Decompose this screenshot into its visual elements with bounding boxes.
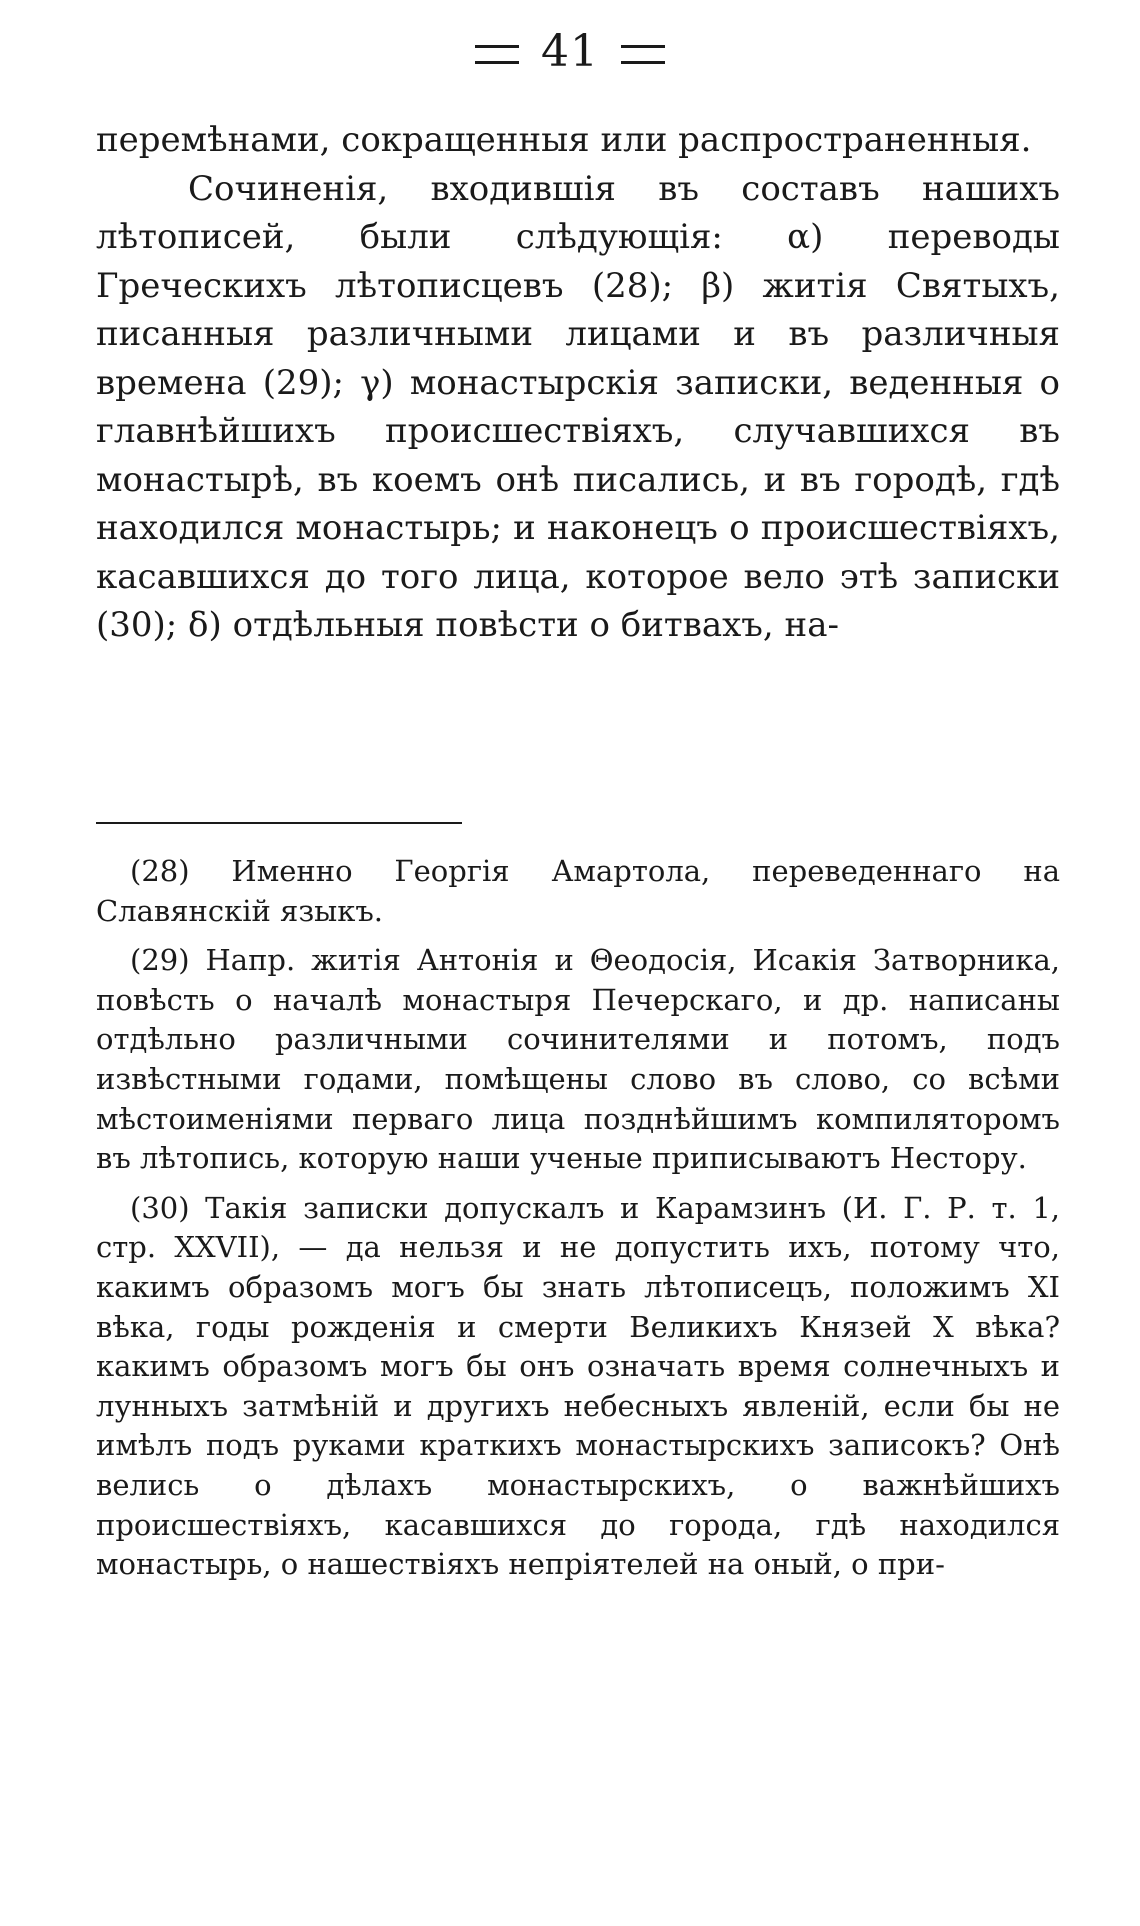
- main-text: [96, 116, 1060, 650]
- main-paragraph: Сочиненія, входившія въ составъ нашихъ лѣтописей, были слѣдующія: α) переводы Греческихъ лѣтописцевъ (28); β) житія Святыхъ, писанныя различными лицами и въ различныя времена (29); γ) монастырскія записки, веденныя о главнѣйшихъ происшествіяхъ, случавшихся въ монастырѣ, въ коемъ онѣ писались, и въ городѣ, гдѣ находился монастырь; и наконецъ о происшествіяхъ, касавшихся до того лица, которое вело этѣ записки (30); δ) отдѣльныя повѣсти о битвахъ, на-: [96, 168, 1060, 645]
- page-number: 41: [541, 26, 599, 77]
- footnote-28: (28) Именно Георгія Амартола, переведеннаго на Славянскій языкъ.: [96, 854, 1060, 928]
- footnote-30: (30) Такія записки допускалъ и Карамзинъ (И. Г. Р. т. 1, стр. XXVII), — да нельзя и не допустить ихъ, потому что, какимъ образомъ могъ бы знать лѣтописецъ, положимъ XI вѣка, годы рожденія и смерти Великихъ Князей X вѣка? какимъ образомъ могъ бы онъ означать время солнечныхъ и лунныхъ затмѣній и другихъ небесныхъ явленій, если бы не имѣлъ подъ руками краткихъ монастырскихъ записокъ? Онѣ велись о дѣлахъ монастырскихъ, о важнѣйшихъ происшествіяхъ, касавшихся до города, гдѣ находился монастырь, о нашествіяхъ непріятелей на оный, о при-: [96, 1190, 1060, 1582]
- main-paragraph-continued: перемѣнами, сокращенныя или распространенныя.: [96, 120, 1032, 160]
- footnote-29: (29) Напр. житія Антонія и Θеодосія, Исакія Затворника, повѣсть о началѣ монастыря Печерскаго, и др. написаны отдѣльно различными сочинителями и потомъ, подъ извѣстными годами, помѣщены слово въ слово, со всѣми мѣстоименіями перваго лица позднѣйшимъ компиляторомъ въ лѣтопись, которую наши ученые приписываютъ Нестору.: [96, 943, 1060, 1176]
- header-left-ornament: [475, 45, 519, 64]
- footnotes: [96, 852, 1060, 1595]
- header-right-ornament: [621, 45, 665, 64]
- footnote-divider: [96, 822, 462, 824]
- page-header: [0, 22, 1140, 82]
